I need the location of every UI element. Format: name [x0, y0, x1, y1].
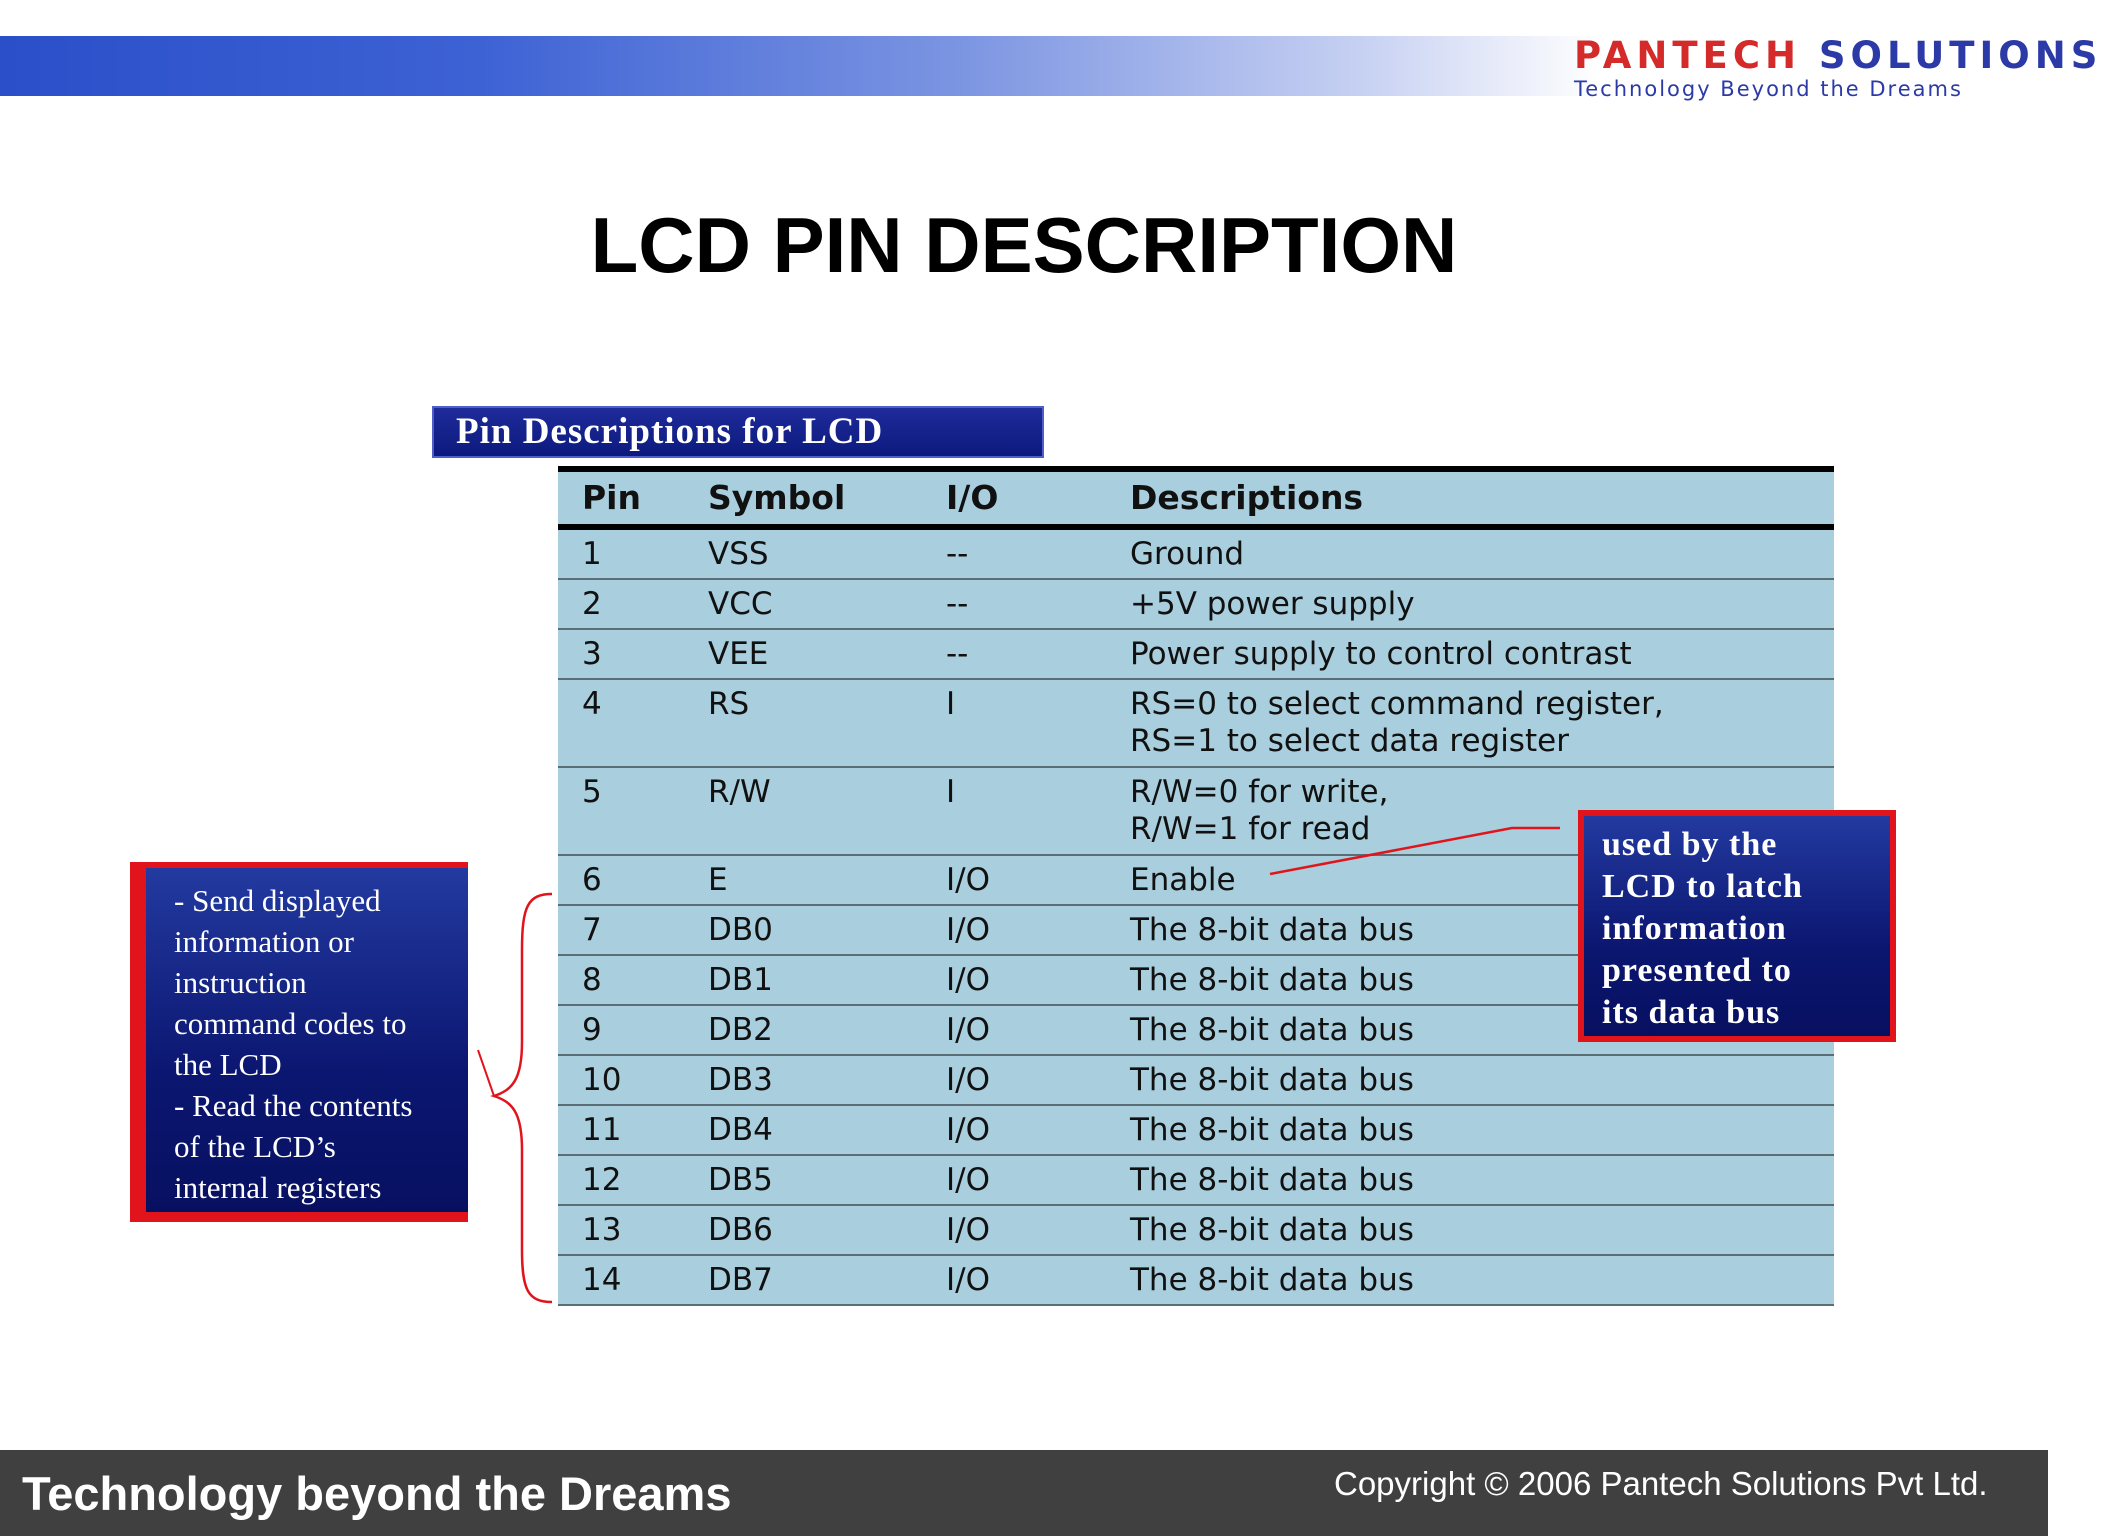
- io-cell: I/O: [946, 1062, 990, 1098]
- io-cell: --: [946, 536, 969, 572]
- symbol-cell: VCC: [708, 586, 773, 622]
- io-cell: --: [946, 636, 969, 672]
- io-cell: I/O: [946, 1112, 990, 1148]
- io-cell: I/O: [946, 1262, 990, 1298]
- column-header-descriptions: Descriptions: [1130, 478, 1364, 517]
- description-line: R/W=0 for write,: [1130, 774, 1389, 810]
- io-cell: I/O: [946, 962, 990, 998]
- symbol-cell: DB7: [708, 1262, 773, 1298]
- column-header-pin: Pin: [582, 478, 641, 517]
- callout-line: instruction: [174, 965, 307, 1000]
- description-line: The 8-bit data bus: [1130, 1062, 1414, 1098]
- symbol-cell: DB1: [708, 962, 773, 998]
- description-line: R/W=1 for read: [1130, 811, 1371, 847]
- symbol-cell: DB5: [708, 1162, 773, 1198]
- column-header-symbol: Symbol: [708, 478, 846, 517]
- table-caption: Pin Descriptions for LCD: [432, 406, 1044, 458]
- callout-line: command codes to: [174, 1006, 407, 1041]
- pin-cell: 3: [582, 636, 602, 672]
- pin-cell: 2: [582, 586, 602, 622]
- enable-callout-pointer: [1270, 828, 1560, 874]
- column-header-io: I/O: [946, 478, 999, 517]
- symbol-cell: VEE: [708, 636, 769, 672]
- description-line: The 8-bit data bus: [1130, 1212, 1414, 1248]
- callout-line: its data bus: [1602, 994, 1781, 1031]
- symbol-cell: DB2: [708, 1012, 773, 1048]
- footer-bar: [0, 1450, 2048, 1536]
- left-brace: [494, 894, 552, 1302]
- callout-line: internal registers: [174, 1170, 382, 1205]
- pin-cell: 13: [582, 1212, 622, 1248]
- symbol-cell: E: [708, 862, 728, 898]
- description-line: The 8-bit data bus: [1130, 1162, 1414, 1198]
- symbol-cell: DB3: [708, 1062, 773, 1098]
- pin-cell: 5: [582, 774, 602, 810]
- right-callout: [1578, 810, 1896, 1042]
- pin-cell: 9: [582, 1012, 602, 1048]
- io-cell: I: [946, 774, 956, 810]
- logo-name: PANTECH SOLUTIONS: [1574, 34, 2102, 77]
- io-cell: I/O: [946, 1212, 990, 1248]
- footer-copyright: Copyright © 2006 Pantech Solutions Pvt Ltd.: [1334, 1465, 1988, 1502]
- description-line: The 8-bit data bus: [1130, 1262, 1414, 1298]
- description-line: Enable: [1130, 862, 1236, 898]
- brace-pointer: [478, 1050, 494, 1096]
- symbol-cell: VSS: [708, 536, 769, 572]
- callout-line: - Read the contents: [174, 1088, 413, 1123]
- description-line: Ground: [1130, 536, 1245, 572]
- description-line: Power supply to control contrast: [1130, 636, 1632, 672]
- pin-cell: 8: [582, 962, 602, 998]
- pin-cell: 14: [582, 1262, 622, 1298]
- callout-line: information: [1602, 910, 1787, 947]
- description-line: The 8-bit data bus: [1130, 1012, 1414, 1048]
- right-callout-text: [1584, 816, 1890, 1036]
- description-line: The 8-bit data bus: [1130, 1112, 1414, 1148]
- description-line: +5V power supply: [1130, 586, 1415, 622]
- callout-line: used by the: [1602, 826, 1778, 863]
- left-callout-text: [146, 868, 468, 1212]
- callout-line: information or: [174, 924, 354, 959]
- slide-title: LCD PIN DESCRIPTION: [590, 201, 1458, 289]
- callout-line: of the LCD’s: [174, 1129, 336, 1164]
- description-line: The 8-bit data bus: [1130, 962, 1414, 998]
- callout-line: - Send displayed: [174, 883, 381, 918]
- io-cell: I/O: [946, 912, 990, 948]
- io-cell: I/O: [946, 862, 990, 898]
- pin-cell: 4: [582, 686, 602, 722]
- symbol-cell: DB0: [708, 912, 773, 948]
- pin-cell: 10: [582, 1062, 622, 1098]
- callout-line: presented to: [1602, 952, 1792, 989]
- description-line: RS=1 to select data register: [1130, 723, 1569, 759]
- io-cell: I/O: [946, 1012, 990, 1048]
- io-cell: I: [946, 686, 956, 722]
- pin-cell: 1: [582, 536, 602, 572]
- pin-cell: 11: [582, 1112, 622, 1148]
- symbol-cell: R/W: [708, 774, 771, 810]
- io-cell: I/O: [946, 1162, 990, 1198]
- pin-cell: 7: [582, 912, 602, 948]
- pin-cell: 6: [582, 862, 602, 898]
- pin-cell: 12: [582, 1162, 622, 1198]
- footer-tagline: Technology beyond the Dreams: [22, 1467, 732, 1520]
- description-line: The 8-bit data bus: [1130, 912, 1414, 948]
- symbol-cell: DB4: [708, 1112, 773, 1148]
- callout-line: LCD to latch: [1602, 868, 1803, 905]
- symbol-cell: DB6: [708, 1212, 773, 1248]
- left-callout: [130, 862, 468, 1222]
- symbol-cell: RS: [708, 686, 750, 722]
- description-line: RS=0 to select command register,: [1130, 686, 1664, 722]
- io-cell: --: [946, 586, 969, 622]
- callout-line: the LCD: [174, 1047, 282, 1082]
- logo-tagline: Technology Beyond the Dreams: [1574, 77, 1963, 101]
